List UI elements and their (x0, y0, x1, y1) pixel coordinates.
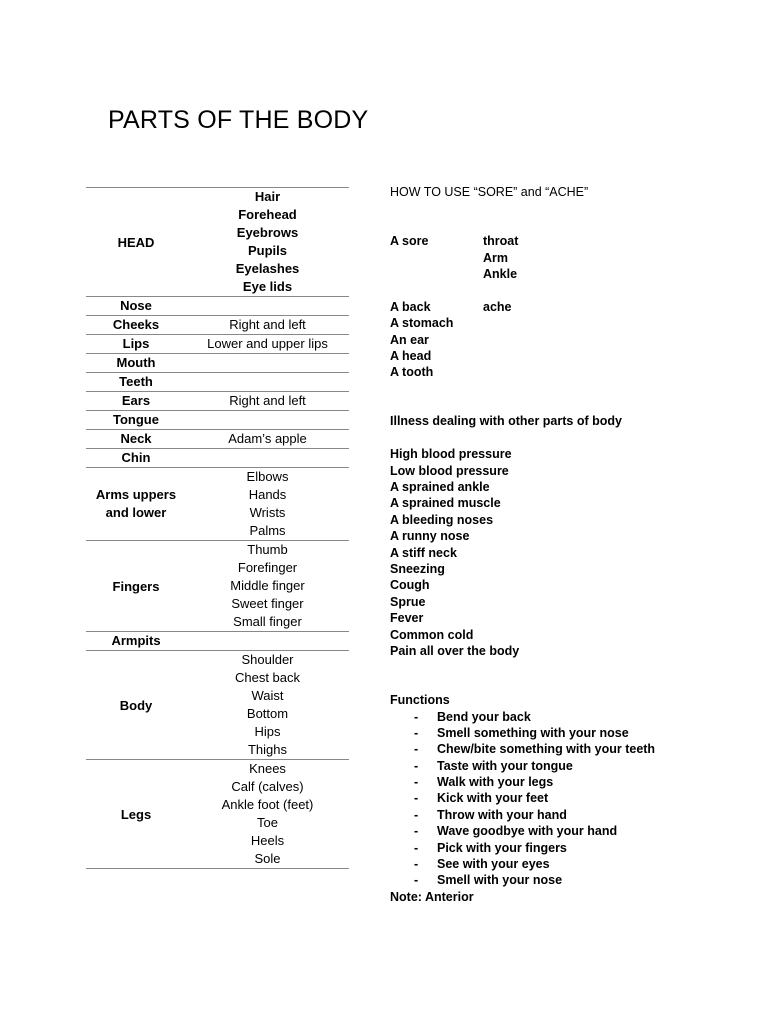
table-row (86, 373, 349, 392)
body-part-name: Tongue (86, 411, 186, 430)
illness-item: Sprue (390, 594, 426, 609)
body-part-name: Ears (86, 392, 186, 411)
body-part-details (186, 316, 349, 335)
sore-row-2 (390, 250, 760, 266)
sore-item: Ankle (483, 266, 518, 281)
function-text: Walk with your legs (437, 775, 554, 790)
function-item (390, 790, 760, 806)
functions-note: Note: Anterior (390, 889, 474, 904)
body-part-detail: Palms (249, 523, 286, 538)
body-part-name (86, 468, 186, 541)
list-dash: - (414, 742, 419, 757)
sore-row-1 (390, 233, 760, 249)
body-part-name-line: Arms uppers (95, 487, 177, 502)
list-dash: - (414, 775, 419, 790)
body-part-detail: Sole (254, 851, 281, 866)
body-part-details (186, 430, 349, 449)
table-row (86, 411, 349, 430)
body-part-name: Neck (86, 430, 186, 449)
body-part-detail: Forehead (238, 207, 297, 222)
illness-item: Sneezing (390, 561, 445, 576)
table-row (86, 541, 349, 632)
ache-item: An ear (390, 332, 429, 347)
body-part-name: Fingers (86, 541, 186, 632)
function-item (390, 823, 760, 839)
function-text: Pick with your fingers (437, 840, 567, 855)
body-part-detail: Knees (249, 761, 286, 776)
body-part-detail: Chest back (234, 670, 301, 685)
body-part-detail: Thumb (247, 542, 288, 557)
body-part-name: Legs (86, 760, 186, 869)
list-dash: - (414, 709, 419, 724)
body-part-name: Mouth (86, 354, 186, 373)
sore-ache-heading: HOW TO USE “SORE” and “ACHE” (390, 185, 589, 199)
body-part-name: Chin (86, 449, 186, 468)
body-part-detail: Forefinger (237, 560, 298, 575)
illness-item: Pain all over the body (390, 643, 520, 658)
function-item (390, 709, 760, 725)
ache-item: A stomach (390, 316, 454, 331)
illness-item: High blood pressure (390, 447, 512, 462)
table-row (86, 632, 349, 651)
function-text: Smell something with your nose (437, 725, 629, 740)
body-part-details (186, 468, 349, 541)
body-parts-table (86, 187, 349, 869)
body-part-name: Armpits (86, 632, 186, 651)
illness-item: Fever (390, 611, 424, 626)
function-text: Chew/bite something with your teeth (437, 742, 656, 757)
illness-item: Common cold (390, 627, 474, 642)
function-text: Smell with your nose (437, 873, 563, 888)
body-part-detail: Right and left (229, 317, 306, 332)
body-part-name: Body (86, 651, 186, 760)
function-text: See with your eyes (437, 857, 550, 872)
illness-heading: Illness dealing with other parts of body (390, 414, 622, 429)
body-part-detail: Eyelashes (235, 261, 300, 276)
body-part-detail: Bottom (246, 706, 289, 721)
body-part-detail: Hips (254, 724, 281, 739)
body-part-details (186, 392, 349, 411)
page-title: PARTS OF THE BODY (108, 106, 369, 134)
function-text: Bend your back (437, 709, 531, 724)
functions-heading: Functions (390, 693, 450, 708)
ache-item: A head (390, 348, 432, 363)
function-text: Kick with your feet (437, 791, 549, 806)
body-part-detail: Wrists (249, 505, 286, 520)
list-dash: - (414, 840, 419, 855)
table-row (86, 760, 349, 869)
ache-item: A back (390, 299, 431, 314)
sore-label: A sore (390, 234, 429, 249)
body-part-detail: Hands (248, 487, 287, 502)
functions-list (390, 709, 760, 889)
function-item (390, 856, 760, 872)
function-item (390, 741, 760, 757)
function-item (390, 872, 760, 888)
body-part-detail: Hair (254, 189, 281, 204)
list-dash: - (414, 807, 419, 822)
body-part-detail: Eyebrows (236, 225, 299, 240)
body-part-details (186, 354, 349, 373)
body-part-detail: Elbows (246, 469, 289, 484)
ache-item: A tooth (390, 365, 434, 380)
body-part-detail: Waist (251, 688, 284, 703)
body-part-details (186, 651, 349, 760)
body-part-detail: Middle finger (230, 578, 305, 593)
body-part-name-line: and lower (105, 505, 167, 520)
ache-row-1 (390, 299, 760, 315)
table-row (86, 468, 349, 541)
body-part-detail: Eye lids (242, 279, 293, 294)
table-row (86, 651, 349, 760)
body-part-details (186, 297, 349, 316)
illness-item: Low blood pressure (390, 463, 509, 478)
body-part-details (186, 411, 349, 430)
body-part-detail: Thighs (247, 742, 288, 757)
body-part-detail: Shoulder (241, 652, 294, 667)
body-part-detail: Pupils (247, 243, 287, 258)
function-text: Throw with your hand (437, 807, 567, 822)
function-text: Taste with your tongue (437, 758, 573, 773)
illness-item: Cough (390, 578, 430, 593)
body-part-name: Lips (86, 335, 186, 354)
body-part-details (186, 449, 349, 468)
body-part-details (186, 188, 349, 297)
illness-item: A stiff neck (390, 545, 457, 560)
table-row (86, 354, 349, 373)
body-part-detail: Ankle foot (feet) (221, 797, 314, 812)
table-row (86, 188, 349, 297)
function-item (390, 774, 760, 790)
list-dash: - (414, 857, 419, 872)
body-part-detail: Right and left (229, 393, 306, 408)
body-part-detail: Calf (calves) (231, 779, 304, 794)
body-part-detail: Lower and upper lips (207, 336, 328, 351)
sore-item: Arm (483, 250, 509, 265)
list-dash: - (414, 758, 419, 773)
sore-item: throat (483, 234, 519, 249)
body-part-name: HEAD (86, 188, 186, 297)
table-row (86, 297, 349, 316)
body-part-details (186, 373, 349, 392)
body-part-details (186, 335, 349, 354)
body-part-detail: Small finger (233, 614, 302, 629)
body-part-details (186, 760, 349, 869)
list-dash: - (414, 824, 419, 839)
body-part-detail: Adam’s apple (228, 431, 307, 446)
body-part-details (186, 541, 349, 632)
list-dash: - (414, 791, 419, 806)
notes-column (390, 184, 760, 905)
table-row (86, 335, 349, 354)
function-text: Wave goodbye with your hand (437, 824, 618, 839)
body-part-name: Cheeks (86, 316, 186, 335)
table-row (86, 392, 349, 411)
function-item (390, 840, 760, 856)
illness-item: A sprained muscle (390, 496, 501, 511)
table-row (86, 449, 349, 468)
illness-item: A sprained ankle (390, 480, 490, 495)
function-item (390, 725, 760, 741)
illness-item: A bleeding noses (390, 512, 494, 527)
list-dash: - (414, 725, 419, 740)
body-part-details (186, 632, 349, 651)
function-item (390, 807, 760, 823)
body-part-name: Nose (86, 297, 186, 316)
function-item (390, 758, 760, 774)
list-dash: - (414, 873, 419, 888)
body-part-detail: Sweet finger (231, 596, 304, 611)
illness-list (390, 446, 760, 659)
body-part-detail: Toe (257, 815, 278, 830)
illness-item: A runny nose (390, 529, 470, 544)
table-row (86, 430, 349, 449)
body-part-name: Teeth (86, 373, 186, 392)
table-row (86, 316, 349, 335)
sore-row-3 (390, 266, 760, 282)
body-part-detail: Heels (250, 833, 285, 848)
ache-label: ache (483, 299, 512, 314)
